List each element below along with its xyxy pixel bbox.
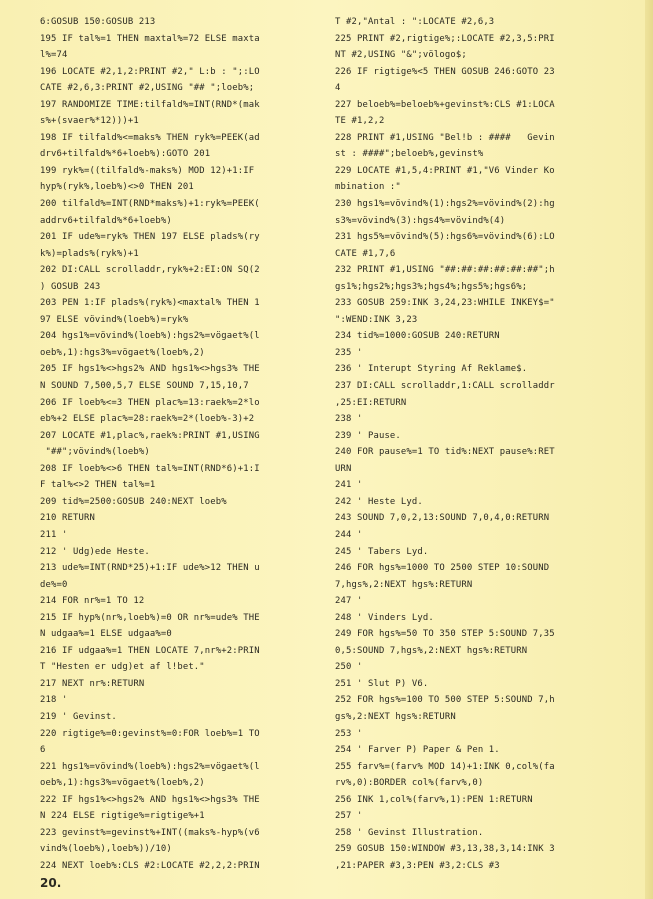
code-line: 215 IF hyp%(nr%,loeb%)=0 OR nr%=ude% THE (40, 612, 260, 623)
code-line: 203 PEN 1:IF plads%(ryk%)<maxtal% THEN 1 (40, 298, 260, 309)
code-line: 258 ' Gevinst Illustration. (335, 827, 484, 838)
code-line: T #2,"Antal : ":LOCATE #2,6,3 (335, 17, 495, 27)
code-line: 229 LOCATE #1,5,4:PRINT #1,"V6 Vinder Ko (335, 165, 555, 176)
code-line: "##";vövind%(loeb%) (40, 447, 150, 458)
code-line: 235 ' (335, 347, 363, 358)
code-line: 204 hgs1%=vövind%(loeb%):hgs2%=vögaet%(l (40, 331, 260, 342)
code-line: 210 RETURN (40, 513, 95, 524)
code-line: 257 ' (335, 811, 363, 822)
code-line: 196 LOCATE #2,1,2:PRINT #2," L:b : ";:LO (40, 66, 260, 77)
code-listing-left-column (40, 14, 302, 874)
code-line: 207 LOCATE #1,plac%,raek%:PRINT #1,USING (40, 430, 260, 441)
code-line: 249 FOR hgs%=50 TO 350 STEP 5:SOUND 7,35 (335, 629, 555, 640)
code-line: 220 rigtige%=0:gevinst%=0:FOR loeb%=1 TO (40, 728, 260, 739)
code-line: s3%=vövind%(3):hgs4%=vövind%(4) (335, 215, 506, 226)
code-line: 218 ' (40, 695, 68, 706)
code-line: 7,hgs%,2:NEXT hgs%:RETURN (335, 579, 473, 590)
code-line: drv6+tilfald%*6+loeb%):GOTO 201 (40, 149, 211, 160)
code-line: N udgaa%=1 ELSE udgaa%=0 (40, 629, 172, 640)
code-line: 233 GOSUB 259:INK 3,24,23:WHILE INKEY$=" (335, 298, 555, 309)
code-line: F tal%<>2 THEN tal%=1 (40, 480, 156, 491)
code-line: 230 hgs1%=vövind%(1):hgs2%=vövind%(2):hg (335, 199, 555, 210)
code-line: mbination :" (335, 182, 401, 193)
code-line: CATE #2,6,3:PRINT #2,USING "## ";loeb%; (40, 83, 255, 94)
code-line: 97 ELSE vövind%(loeb%)=ryk% (40, 314, 189, 325)
code-line: 252 FOR hgs%=100 TO 500 STEP 5:SOUND 7,h (335, 695, 555, 706)
code-line: 234 tid%=1000:GOSUB 240:RETURN (335, 331, 500, 342)
code-line: oeb%,1):hgs3%=vögaet%(loeb%,2) (40, 347, 205, 358)
page-number: 20. (40, 876, 62, 890)
code-line: 238 ' (335, 414, 363, 425)
code-line: 208 IF loeb%<>6 THEN tal%=INT(RND*6)+1:I (40, 463, 260, 474)
code-line: 251 ' Slut P) V6. (335, 678, 429, 689)
code-line: 232 PRINT #1,USING "##:##:##:##:##:##";h (335, 265, 555, 276)
code-line: 195 IF tal%=1 THEN maxtal%=72 ELSE maxta (40, 33, 260, 44)
code-line: N 224 ELSE rigtige%=rigtige%+1 (40, 811, 205, 822)
code-line: T "Hesten er udg)et af l!bet." (40, 662, 205, 673)
code-line: 259 GOSUB 150:WINDOW #3,13,38,3,14:INK 3 (335, 844, 555, 855)
code-line: st : ####";beloeb%,gevinst% (335, 149, 484, 160)
code-line: 201 IF ude%=ryk% THEN 197 ELSE plads%(ry (40, 232, 260, 243)
code-line: 244 ' (335, 529, 363, 540)
code-line: 211 ' (40, 529, 68, 540)
code-line: 224 NEXT loeb%:CLS #2:LOCATE #2,2,2:PRIN (40, 860, 260, 871)
code-line: ,21:PAPER #3,3:PEN #3,2:CLS #3 (335, 860, 500, 871)
code-line: N SOUND 7,500,5,7 ELSE SOUND 7,15,10,7 (40, 381, 249, 392)
code-line: ) GOSUB 243 (40, 281, 101, 292)
code-line: 248 ' Vinders Lyd. (335, 612, 434, 623)
code-line: 246 FOR hgs%=1000 TO 2500 STEP 10:SOUND (335, 563, 550, 574)
code-line: 0,5:SOUND 7,hgs%,2:NEXT hgs%:RETURN (335, 645, 528, 656)
code-line: vind%(loeb%),loeb%))/10) (40, 844, 172, 855)
code-line: 227 beloeb%=beloeb%+gevinst%:CLS #1:LOCA (335, 99, 555, 110)
page-edge (645, 0, 653, 899)
code-line: ,25:EI:RETURN (335, 397, 407, 408)
code-line: 200 tilfald%=INT(RND*maks%)+1:ryk%=PEEK( (40, 199, 260, 210)
code-line: oeb%,1):hgs3%=vögaet%(loeb%,2) (40, 778, 205, 789)
code-line: 255 farv%=(farv% MOD 14)+1:INK 0,col%(fa (335, 761, 555, 772)
code-line: 197 RANDOMIZE TIME:tilfald%=INT(RND*(mak (40, 99, 260, 110)
code-line: 254 ' Farver P) Paper & Pen 1. (335, 745, 500, 756)
code-line: 236 ' Interupt Styring Af Reklame$. (335, 364, 528, 375)
code-line: 199 ryk%=((tilfald%-maks%) MOD 12)+1:IF (40, 165, 255, 176)
code-line: 237 DI:CALL scrolladdr,1:CALL scrolladdr (335, 381, 555, 392)
code-line: URN (335, 463, 352, 474)
code-line: 221 hgs1%=vövind%(loeb%):hgs2%=vögaet%(l (40, 761, 260, 772)
code-line: 256 INK 1,col%(farv%,1):PEN 1:RETURN (335, 794, 533, 805)
code-line: 202 DI:CALL scrolladdr,ryk%+2:EI:ON SQ(2 (40, 265, 260, 276)
code-line: gs%,2:NEXT hgs%:RETURN (335, 711, 456, 722)
code-line: 212 ' Udg)ede Heste. (40, 546, 150, 557)
code-line: 4 (335, 83, 341, 94)
code-line: 223 gevinst%=gevinst%+INT((maks%-hyp%(v6 (40, 827, 260, 838)
code-line: 243 SOUND 7,0,2,13:SOUND 7,0,4,0:RETURN (335, 513, 550, 524)
code-line: 231 hgs5%=vövind%(5):hgs6%=vövind%(6):LO (335, 232, 555, 243)
code-line: 247 ' (335, 596, 363, 607)
code-line: 209 tid%=2500:GOSUB 240:NEXT loeb% (40, 496, 227, 507)
code-line: 250 ' (335, 662, 363, 673)
code-line: 241 ' (335, 480, 363, 491)
code-line: TE #1,2,2 (335, 116, 385, 127)
code-line: NT #2,USING "&";völogo$; (335, 50, 467, 61)
code-line: 198 IF tilfald%<=maks% THEN ryk%=PEEK(ad (40, 132, 260, 143)
code-line: 214 FOR nr%=1 TO 12 (40, 596, 145, 607)
code-line: 205 IF hgs1%<>hgs2% AND hgs1%<>hgs3% THE (40, 364, 260, 375)
code-line: 228 PRINT #1,USING "Bel!b : #### Gevin (335, 132, 555, 143)
code-line: 6 (40, 745, 46, 756)
code-line: gs1%;hgs2%;hgs3%;hgs4%;hgs5%;hgs6%; (335, 281, 528, 292)
code-line: CATE #1,7,6 (335, 248, 396, 259)
code-line: 206 IF loeb%<=3 THEN plac%=13:raek%=2*lo (40, 397, 260, 408)
code-line: l%=74 (40, 50, 68, 61)
code-line: rv%,0):BORDER col%(farv%,0) (335, 778, 484, 789)
code-line: 253 ' (335, 728, 363, 739)
code-line: 242 ' Heste Lyd. (335, 496, 423, 507)
code-line: de%=0 (40, 579, 68, 590)
code-line: ":WEND:INK 3,23 (335, 314, 418, 325)
code-line: 217 NEXT nr%:RETURN (40, 678, 145, 689)
code-line: 216 IF udgaa%=1 THEN LOCATE 7,nr%+2:PRIN (40, 645, 260, 656)
code-line: 6:GOSUB 150:GOSUB 213 (40, 17, 156, 27)
code-line: 245 ' Tabers Lyd. (335, 546, 429, 557)
code-line: s%+(svaer%*12)))+1 (40, 116, 139, 127)
code-line: eb%+2 ELSE plac%=28:raek%=2*(loeb%-3)+2 (40, 414, 255, 425)
code-line: 219 ' Gevinst. (40, 711, 117, 722)
code-line: hyp%(ryk%,loeb%)<>0 THEN 201 (40, 182, 194, 193)
code-line: addrv6+tilfald%*6+loeb%) (40, 215, 172, 226)
code-line: 239 ' Pause. (335, 430, 401, 441)
code-line: 226 IF rigtige%<5 THEN GOSUB 246:GOTO 23 (335, 66, 555, 77)
code-line: 240 FOR pause%=1 TO tid%:NEXT pause%:RET (335, 447, 555, 458)
code-line: k%)=plads%(ryk%)+1 (40, 248, 139, 259)
code-listing-right-column (335, 14, 605, 874)
code-line: 225 PRINT #2,rigtige%;:LOCATE #2,3,5:PRI (335, 33, 555, 44)
code-line: 213 ude%=INT(RND*25)+1:IF ude%>12 THEN u (40, 563, 260, 574)
code-line: 222 IF hgs1%<>hgs2% AND hgs1%<>hgs3% THE (40, 794, 260, 805)
